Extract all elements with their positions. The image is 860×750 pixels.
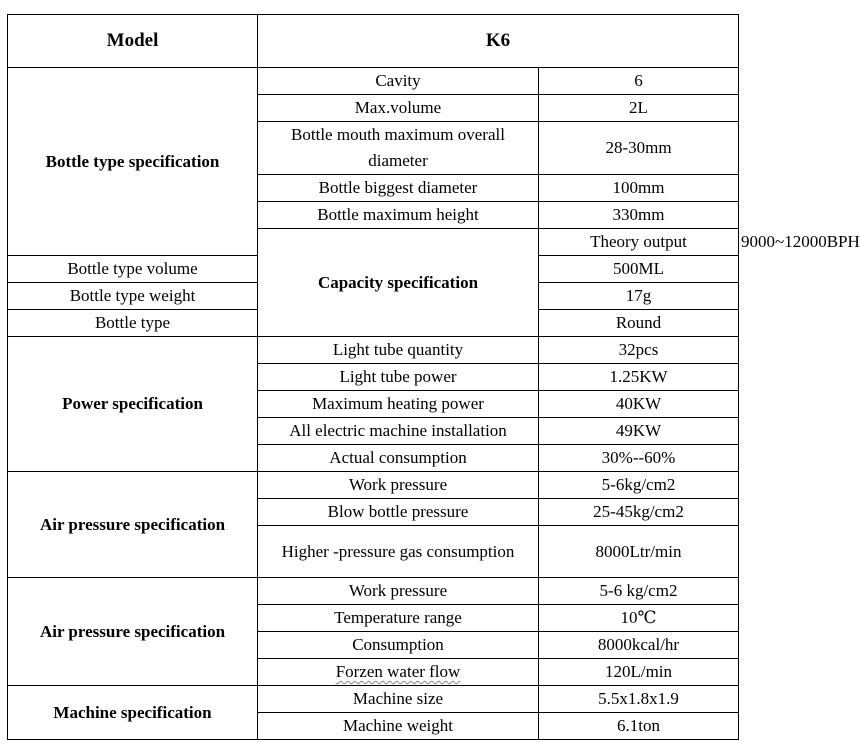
param-cell: [258, 659, 539, 686]
table-row: [8, 472, 739, 499]
value-cell: 500ML: [539, 256, 739, 283]
value-cell: 17g: [539, 283, 739, 310]
group-label-air-pressure-2: Air pressure specification: [8, 578, 258, 686]
value-cell: 1.25KW: [539, 364, 739, 391]
value-cell: 2L: [539, 95, 739, 122]
param-cell: Consumption: [258, 632, 539, 659]
value-cell: 8000kcal/hr: [539, 632, 739, 659]
value-cell: 120L/min: [539, 659, 739, 686]
value-cell: 10℃: [539, 605, 739, 632]
param-cell: Cavity: [258, 68, 539, 95]
value-cell: 100mm: [539, 175, 739, 202]
value-cell: 6.1ton: [539, 713, 739, 740]
param-text: Forzen water flow: [335, 662, 461, 681]
model-label: Model: [8, 15, 258, 68]
param-cell: Bottle biggest diameter: [258, 175, 539, 202]
param-cell: Light tube quantity: [258, 337, 539, 364]
spec-table: [7, 14, 860, 740]
param-cell: Max.volume: [258, 95, 539, 122]
value-cell: Round: [539, 310, 739, 337]
param-cell: Higher -pressure gas consumption: [258, 526, 539, 578]
param-cell: Blow bottle pressure: [258, 499, 539, 526]
table-row: [8, 686, 739, 713]
group-label-air-pressure: Air pressure specification: [8, 472, 258, 578]
value-cell: 330mm: [539, 202, 739, 229]
value-cell: 28-30mm: [539, 122, 739, 175]
param-cell: Machine size: [258, 686, 539, 713]
param-cell: Bottle mouth maximum overall diameter: [258, 122, 539, 175]
group-label-bottle-type: Bottle type specification: [8, 68, 258, 256]
value-cell: 8000Ltr/min: [539, 526, 739, 578]
value-cell: 40KW: [539, 391, 739, 418]
param-cell: Light tube power: [258, 364, 539, 391]
param-cell: Bottle maximum height: [258, 202, 539, 229]
param-cell: Work pressure: [258, 472, 539, 499]
table-row: [8, 337, 739, 364]
model-value: K6: [258, 15, 739, 68]
param-cell: Bottle type volume: [8, 256, 258, 283]
table-row: [8, 68, 739, 95]
value-cell: 5.5x1.8x1.9: [539, 686, 739, 713]
value-cell: 49KW: [539, 418, 739, 445]
table-row: Capacity specification Theory output 9000~12000BPH: [8, 229, 739, 256]
value-cell: 5-6kg/cm2: [539, 472, 739, 499]
value-cell: 25-45kg/cm2: [539, 499, 739, 526]
value-cell: 32pcs: [539, 337, 739, 364]
group-label-capacity: Capacity specification: [258, 229, 539, 337]
value-cell: 5-6 kg/cm2: [539, 578, 739, 605]
param-cell: Bottle type weight: [8, 283, 258, 310]
value-cell: 6: [539, 68, 739, 95]
header-row: [8, 15, 739, 68]
param-cell: Maximum heating power: [258, 391, 539, 418]
param-cell: All electric machine installation: [258, 418, 539, 445]
param-cell: Temperature range: [258, 605, 539, 632]
group-label-machine: Machine specification: [8, 686, 258, 740]
param-cell: Work pressure: [258, 578, 539, 605]
param-cell: Theory output: [539, 229, 739, 256]
param-cell: Bottle type: [8, 310, 258, 337]
table-row: [8, 578, 739, 605]
param-cell: Actual consumption: [258, 445, 539, 472]
value-cell: 30%--60%: [539, 445, 739, 472]
group-label-power: Power specification: [8, 337, 258, 472]
param-cell: Machine weight: [258, 713, 539, 740]
